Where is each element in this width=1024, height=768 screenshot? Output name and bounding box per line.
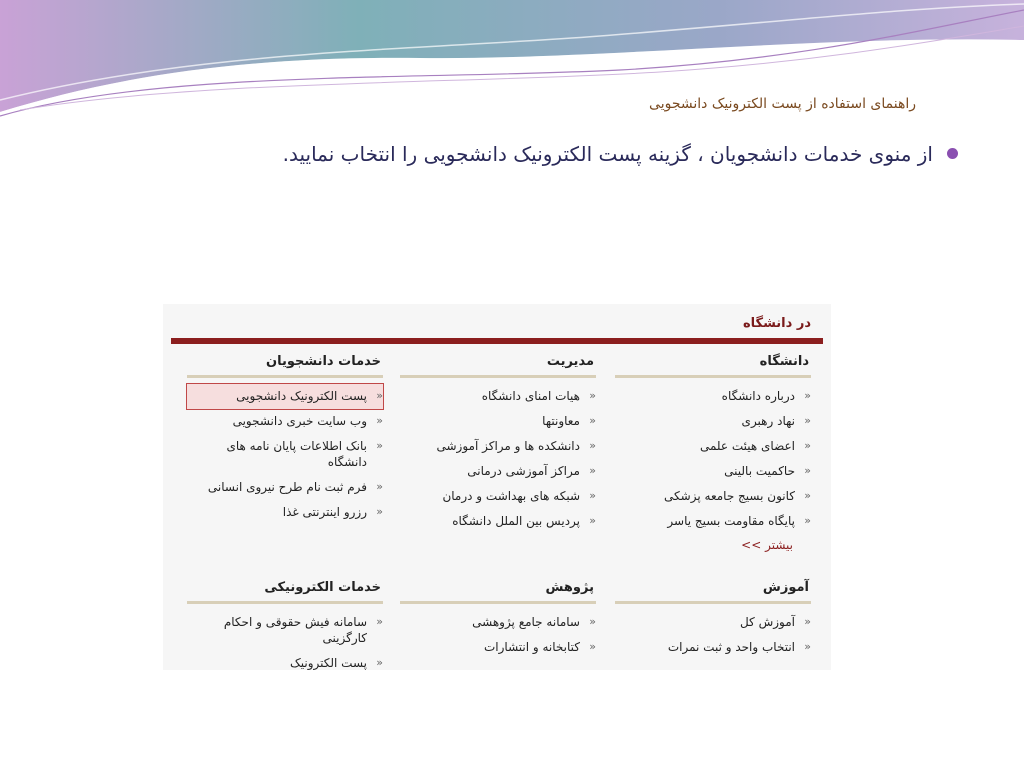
list-item[interactable]: « نهاد رهبری: [741, 414, 811, 428]
list-item[interactable]: « اعضای هیئت علمی: [699, 439, 811, 453]
double-chevron-icon: «: [376, 389, 383, 402]
section-title: مدیریت: [400, 354, 596, 378]
student-email-menu-item[interactable]: « پست الکترونیک دانشجویی: [187, 384, 383, 409]
section-title: آموزش: [615, 580, 811, 604]
list-item[interactable]: « هیات امنای دانشگاه: [481, 389, 596, 403]
section-title: خدمات دانشجویان: [187, 354, 383, 378]
double-chevron-icon: «: [804, 489, 811, 502]
double-chevron-icon: «: [804, 414, 811, 427]
double-chevron-icon: «: [589, 615, 596, 628]
list-item[interactable]: « فرم ثبت نام طرح نیروی انسانی: [207, 480, 383, 494]
double-chevron-icon: «: [804, 615, 811, 628]
list-item[interactable]: « سامانه فیش حقوقی و احکام کارگزینی: [223, 615, 383, 645]
section-management: [400, 354, 596, 534]
double-chevron-icon: «: [376, 414, 383, 427]
double-chevron-icon: «: [589, 640, 596, 653]
header-divider-bar: [171, 338, 823, 344]
double-chevron-icon: «: [804, 464, 811, 477]
double-chevron-icon: «: [589, 489, 596, 502]
bullet-text: از منوی خدمات دانشجویان ، گزینه پست الکترونیک دانشجویی را انتخاب نمایید.: [282, 142, 933, 166]
more-link[interactable]: بیشتر >>: [741, 538, 793, 552]
double-chevron-icon: «: [376, 615, 383, 628]
list-item[interactable]: « رزرو اینترنتی غذا: [282, 505, 383, 519]
list-item[interactable]: « سامانه جامع پژوهشی: [472, 615, 596, 629]
double-chevron-icon: «: [804, 389, 811, 402]
list-item[interactable]: « مراکز آموزشی درمانی: [467, 464, 596, 478]
list-item[interactable]: « وب سایت خبری دانشجویی: [232, 414, 383, 428]
double-chevron-icon: «: [589, 439, 596, 452]
double-chevron-icon: «: [589, 514, 596, 527]
section-e-services: [187, 580, 383, 670]
list-item[interactable]: « پردیس بین الملل دانشگاه: [452, 514, 596, 528]
double-chevron-icon: «: [376, 480, 383, 493]
bullet-dot-icon: [947, 148, 958, 159]
section-title: پژوهش: [400, 580, 596, 604]
list-item[interactable]: « حاکمیت بالینی: [724, 464, 811, 478]
bullet-point: [98, 142, 958, 166]
double-chevron-icon: «: [376, 505, 383, 518]
double-chevron-icon: «: [804, 640, 811, 653]
section-university: [615, 354, 811, 552]
section-student-services: [187, 354, 383, 525]
double-chevron-icon: «: [589, 389, 596, 402]
double-chevron-icon: «: [376, 439, 383, 452]
list-item[interactable]: « پست الکترونیک: [290, 656, 383, 670]
list-item[interactable]: « پایگاه مقاومت بسیج یاسر: [667, 514, 811, 528]
double-chevron-icon: «: [589, 414, 596, 427]
embedded-website-screenshot: [163, 304, 831, 670]
list-item[interactable]: « درباره دانشگاه: [721, 389, 811, 403]
list-item[interactable]: « آموزش کل: [739, 615, 811, 629]
list-item[interactable]: « شبکه های بهداشت و درمان: [442, 489, 596, 503]
screenshot-header: در دانشگاه: [742, 316, 811, 331]
list-item[interactable]: « معاونتها: [542, 414, 596, 428]
slide-title: راهنمای استفاده از پست الکترونیک دانشجویی: [649, 96, 916, 112]
double-chevron-icon: «: [589, 464, 596, 477]
section-title: خدمات الکترونیکی: [187, 580, 383, 604]
list-item[interactable]: « بانک اطلاعات پایان نامه های دانشگاه: [226, 439, 383, 469]
double-chevron-icon: «: [804, 439, 811, 452]
list-item[interactable]: « دانشکده ها و مراکز آموزشی: [436, 439, 596, 453]
section-research: [400, 580, 596, 660]
list-item[interactable]: « کانون بسیج جامعه پزشکی: [664, 489, 811, 503]
list-item[interactable]: « انتخاب واحد و ثبت نمرات: [667, 640, 811, 654]
double-chevron-icon: «: [376, 656, 383, 669]
section-education: [615, 580, 811, 660]
section-title: دانشگاه: [615, 354, 811, 378]
double-chevron-icon: «: [804, 514, 811, 527]
list-item[interactable]: « کتابخانه و انتشارات: [483, 640, 596, 654]
